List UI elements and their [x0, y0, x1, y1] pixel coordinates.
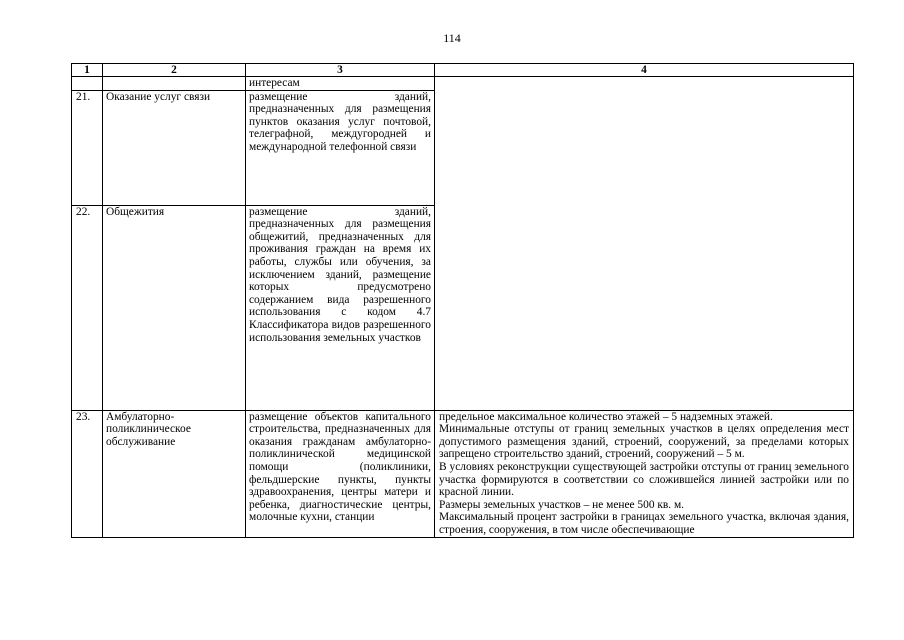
cell-num: 21.: [72, 90, 103, 205]
cell-name: Оказание услуг связи: [103, 90, 246, 205]
cell-num: 22.: [72, 205, 103, 410]
cell-params: [435, 410, 854, 537]
page-number: 114: [443, 31, 461, 45]
table-row-continuation: [72, 77, 854, 91]
cell-params-empty: [435, 90, 854, 205]
param-line: Минимальные отступы от границ земельных участков в целях определения мест допустимого размещения зданий, строений, сооружений, за пределами которых запрещено строительство зданий, строений, сооружений – 5 м.: [439, 423, 849, 461]
cell-name: Общежития: [103, 205, 246, 410]
param-line: Максимальный процент застройки в границах земельного участка, включая здания, строения, сооружения, в том числе обеспечивающие: [439, 511, 849, 536]
cell-description: размещение объектов капитального строительства, предназначенных для оказания гражданам амбулаторно-поликлинической медицинской помощи (поликлиники, фельдшерские пункты, пункты здравоохранения, центры матери и ребенка, диагностические центры, молочные кухни, станции: [246, 410, 435, 537]
table-row: [72, 90, 854, 205]
param-line: предельное максимальное количество этажей – 5 надземных этажей.: [439, 410, 773, 423]
cell-name: [103, 77, 246, 91]
table-row: [72, 205, 854, 410]
param-line: В условиях реконструкции существующей застройки отступы от границ земельного участка формируются в соответствии со сложившейся линией застройки или по красной линии.: [439, 460, 849, 499]
table-row: [72, 410, 854, 537]
header-col-2: 2: [103, 64, 246, 77]
zoning-table: [71, 63, 854, 538]
header-col-3: 3: [246, 64, 435, 77]
table-header-row: [72, 64, 854, 77]
cell-num: 23.: [72, 410, 103, 537]
cell-num: [72, 77, 103, 91]
cell-description: размещение зданий, предназначенных для размещения общежитий, предназначенных для проживания граждан на время их работы, службы или обучения, за исключением зданий, размещение которых предусмотрено содержанием вида разрешенного использования с кодом 4.7 Классификатора видов разрешенного использования земельных участков: [246, 205, 435, 410]
param-line: Размеры земельных участков – не менее 500 кв. м.: [439, 498, 685, 511]
cell-params-empty: [435, 77, 854, 91]
cell-params-empty: [435, 205, 854, 410]
header-col-4: 4: [435, 64, 854, 77]
header-col-1: 1: [72, 64, 103, 77]
cell-description: размещение зданий, предназначенных для размещения пунктов оказания услуг почтовой, телеграфной, междугородней и международной телефонной связи: [246, 90, 435, 205]
cell-name: Амбулаторно-поликлиническое обслуживание: [103, 410, 246, 537]
cell-description: интересам: [246, 77, 435, 91]
